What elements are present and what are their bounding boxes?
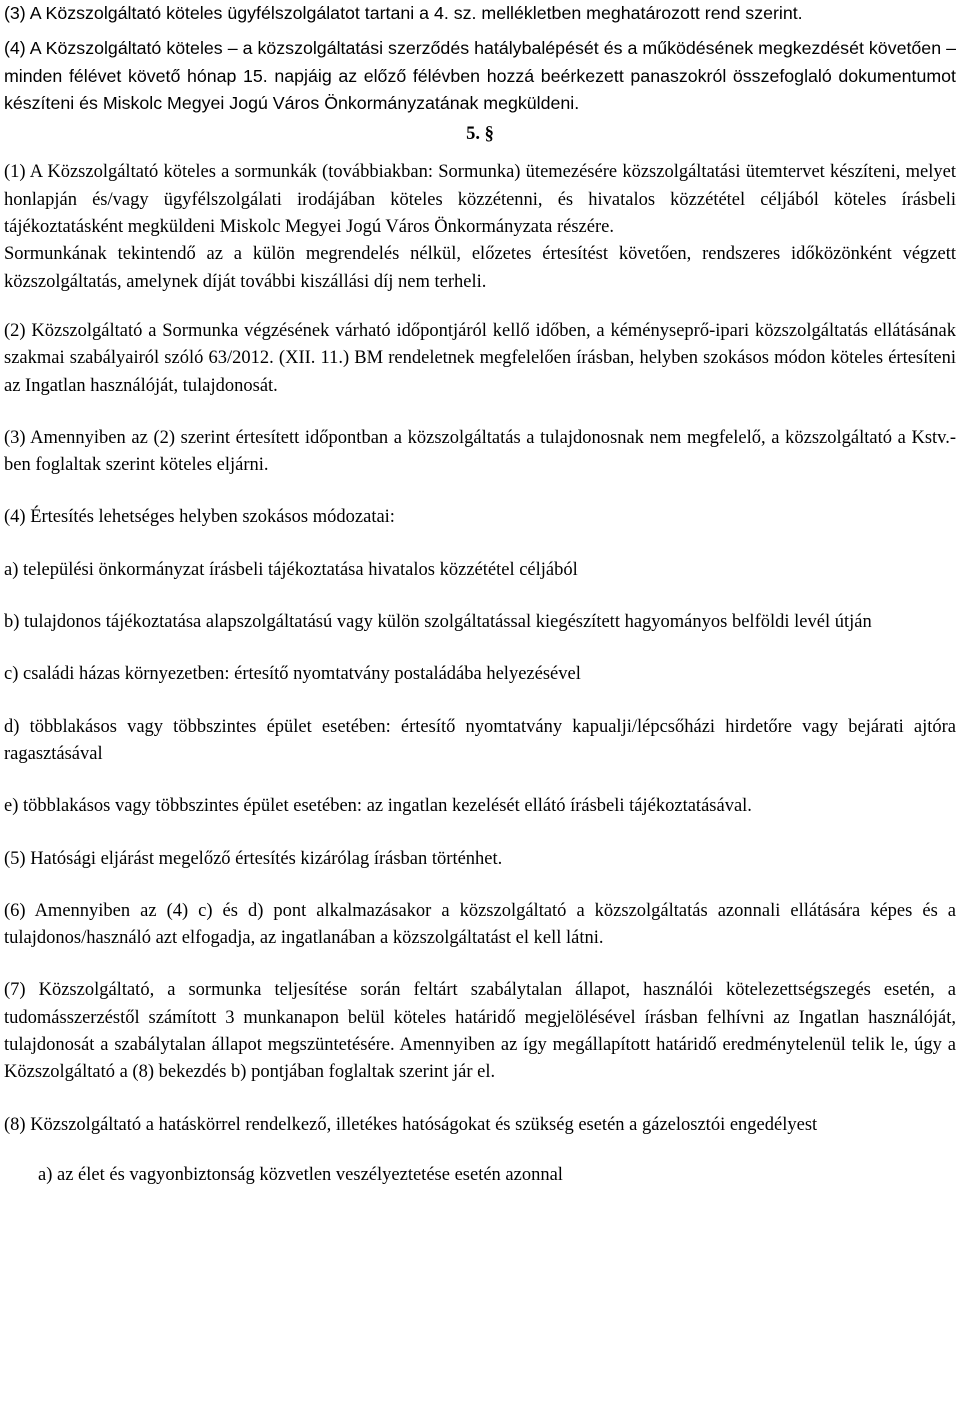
- list-item-d: d) többlakásos vagy többszintes épület esetében: értesítő nyomtatvány kapualji/lépcsőházi hirdetőre vagy bejárati ajtóra ragasztásával: [4, 716, 956, 764]
- section-heading-5: 5. §: [466, 124, 494, 145]
- paragraph-5-6: (6) Amennyiben az (4) c) és d) pont alkalmazásakor a közszolgáltató a közszolgáltatás azonnali ellátására képes és a tulajdonos/használó azt elfogadja, az ingatlanában a közszolgáltatást el kell látni.: [4, 900, 956, 949]
- paragraph-5-3: (3) Amennyiben az (2) szerint értesített időpontban a közszolgáltatás a tulajdonosnak nem megfelelő, a közszolgáltató a Kstv.-ben foglaltak szerint köteles eljárni.: [4, 427, 956, 476]
- list-item-c: c) családi házas környezetben: értesítő nyomtatvány postaládába helyezésével: [4, 664, 581, 685]
- paragraph-4-4: (4) A Közszolgáltató köteles – a közszolgáltatási szerződés hatálybalépését és a működésének megkezdését követően – minden félévet követő hónap 15. napjáig az előző félévben hozzá beérkezett panaszokról összefoglaló dokumentumot készíteni és Miskolc Megyei Jogú Város Önkormányzatának megküldeni.: [4, 38, 956, 113]
- list-item-8a: a) az élet és vagyonbiztonság közvetlen veszélyeztetése esetén azonnal: [38, 1164, 563, 1185]
- paragraph-5-2: (2) Közszolgáltató a Sormunka végzésének várható időpontjáról kellő időben, a kéményseprő-ipari közszolgáltatás ellátásának szakmai szabályairól szóló 63/2012. (XII. 11.) BM rendeletnek megfelelően írásban, helyben szokásos módon köteles értesíteni az Ingatlan használóját, tulajdonosát.: [4, 320, 956, 396]
- list-item-e: e) többlakásos vagy többszintes épület esetében: az ingatlan kezelését ellátó írásbeli tájékoztatásával.: [4, 796, 752, 817]
- paragraph-sormunka-definition: Sormunkának tekintendő az a külön megrendelés nélkül, előzetes értesítést követően, rendszeres időközönként végzett közszolgáltatás, amelynek díját további kiszállási díj nem terheli.: [4, 244, 956, 292]
- paragraph-5-4: (4) Értesítés lehetséges helyben szokásos módozatai:: [4, 507, 395, 528]
- paragraph-5-7: (7) Közszolgáltató, a sormunka teljesítése során feltárt szabálytalan állapot, használói kötelezettségszegés esetén, a tudomásszerzéstől számított 3 munkanapon belül köteles határidő megjelölésével írásban felhívni az Ingatlan használóját, tulajdonosát a szabálytalan állapot megszüntetésére. Amennyiben az így megállapított határidő eredménytelenül telik le, úgy a Közszolgáltató a (8) bekezdés b) pontjában foglaltak szerint jár el.: [4, 980, 956, 1083]
- document-page: [4, 0, 956, 1189]
- paragraph-5-8: (8) Közszolgáltató a hatáskörrel rendelkező, illetékes hatóságokat és szükség esetén a gázelosztói engedélyest: [4, 1114, 818, 1135]
- paragraph-4-3: (3) A Közszolgáltató köteles ügyfélszolgálatot tartani a 4. sz. mellékletben meghatározott rend szerint.: [4, 3, 803, 23]
- paragraph-5-1: (1) A Közszolgáltató köteles a sormunkák (továbbiakban: Sormunka) ütemezésére közszolgáltatási ütemtervet készíteni, melyet honlapján és/vagy ügyfélszolgálati irodájában köteles közzétenni, és hivatalos közzététel céljából köteles írásbeli tájékoztatásként megküldeni Miskolc Megyei Jogú Város Önkormányzata részére.: [4, 162, 956, 238]
- paragraph-5-5: (5) Hatósági eljárást megelőző értesítés kizárólag írásban történhet.: [4, 848, 503, 869]
- list-item-b: b) tulajdonos tájékoztatása alapszolgáltatású vagy külön szolgáltatással kiegészített hagyományos belföldi levél útján: [4, 612, 872, 633]
- list-item-a: a) települési önkormányzat írásbeli tájékoztatása hivatalos közzététel céljából: [4, 559, 578, 580]
